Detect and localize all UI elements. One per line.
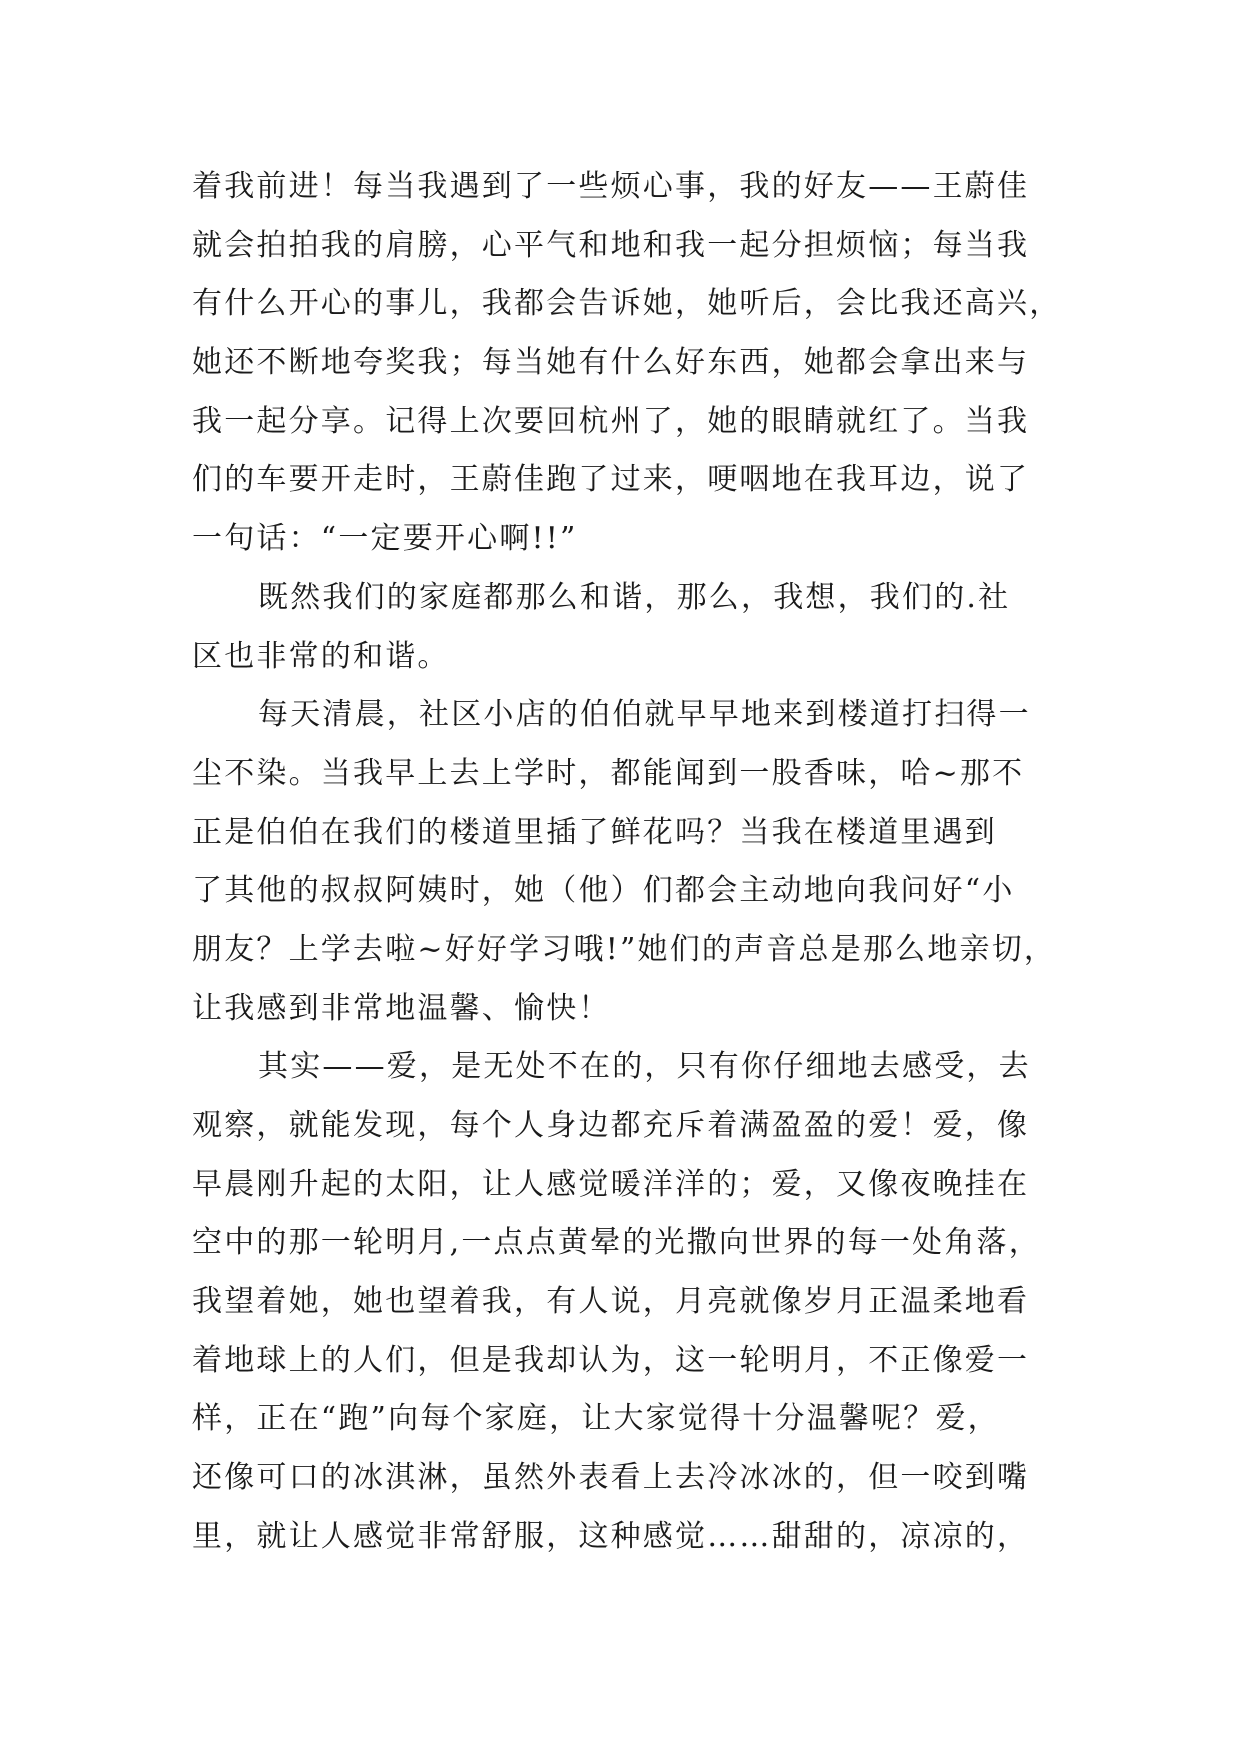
paragraph-start-line: 其实——爱，是无处不在的，只有你仔细地去感受，去 — [258, 1049, 1031, 1085]
text-line: 还像可口的冰淇淋，虽然外表看上去冷冰冰的，但一咬到嘴 — [192, 1460, 1030, 1496]
text-line: 尘不染。当我早上去上学时，都能闻到一股香味，哈~那不 — [192, 755, 1025, 791]
paragraph-start-line: 每天清晨，社区小店的伯伯就早早地来到楼道打扫得一 — [258, 697, 1031, 733]
text-line: 空中的那一轮明月,一点点黄晕的光撒向世界的每一处角落， — [192, 1225, 1041, 1261]
text-line: 有什么开心的事儿，我都会告诉她，她听后，会比我还高兴， — [192, 286, 1062, 322]
text-line: 着地球上的人们，但是我却认为，这一轮明月，不正像爱一 — [192, 1342, 1030, 1378]
paragraph-start-line: 既然我们的家庭都那么和谐，那么，我想，我们的.社 — [258, 579, 1011, 615]
text-line: 了其他的叔叔阿姨时，她（他）们都会主动地向我问好“小 — [192, 873, 1015, 909]
document-body — [192, 158, 1072, 1567]
text-line: 观察，就能发现，每个人身边都充斥着满盈盈的爱！爱，像 — [192, 1108, 1030, 1143]
text-line: 我一起分享。记得上次要回杭州了，她的眼睛就红了。当我 — [192, 403, 1030, 439]
text-line: 她还不断地夸奖我；每当她有什么好东西，她都会拿出来与 — [192, 345, 1030, 381]
text-line: 让我感到非常地温馨、愉快！ — [192, 990, 611, 1026]
text-line: 早晨刚升起的太阳，让人感觉暖洋洋的；爱，又像夜晚挂在 — [192, 1166, 1030, 1202]
text-line: 朋友？上学去啦~好好学习哦!”她们的声音总是那么地亲切， — [192, 931, 1057, 967]
text-line: 们的车要开走时，王蔚佳跑了过来，哽咽地在我耳边，说了 — [192, 462, 1030, 498]
text-line: 样，正在“跑”向每个家庭，让大家觉得十分温馨呢？爱， — [192, 1401, 1000, 1437]
text-line: 正是伯伯在我们的楼道里插了鲜花吗？当我在楼道里遇到 — [192, 814, 997, 850]
text-line: 就会拍拍我的肩膀，心平气和地和我一起分担烦恼；每当我 — [192, 227, 1030, 263]
text-line: 区也非常的和谐。 — [192, 638, 450, 674]
text-line: 着我前进！每当我遇到了一些烦心事，我的好友——王蔚佳 — [192, 169, 1030, 204]
text-line: 一句话：“一定要开心啊!!” — [192, 521, 578, 557]
text-line: 我望着她，她也望着我，有人说，月亮就像岁月正温柔地看 — [192, 1284, 1030, 1320]
text-line: 里，就让人感觉非常舒服，这种感觉……甜甜的，凉凉的， — [192, 1518, 1030, 1554]
